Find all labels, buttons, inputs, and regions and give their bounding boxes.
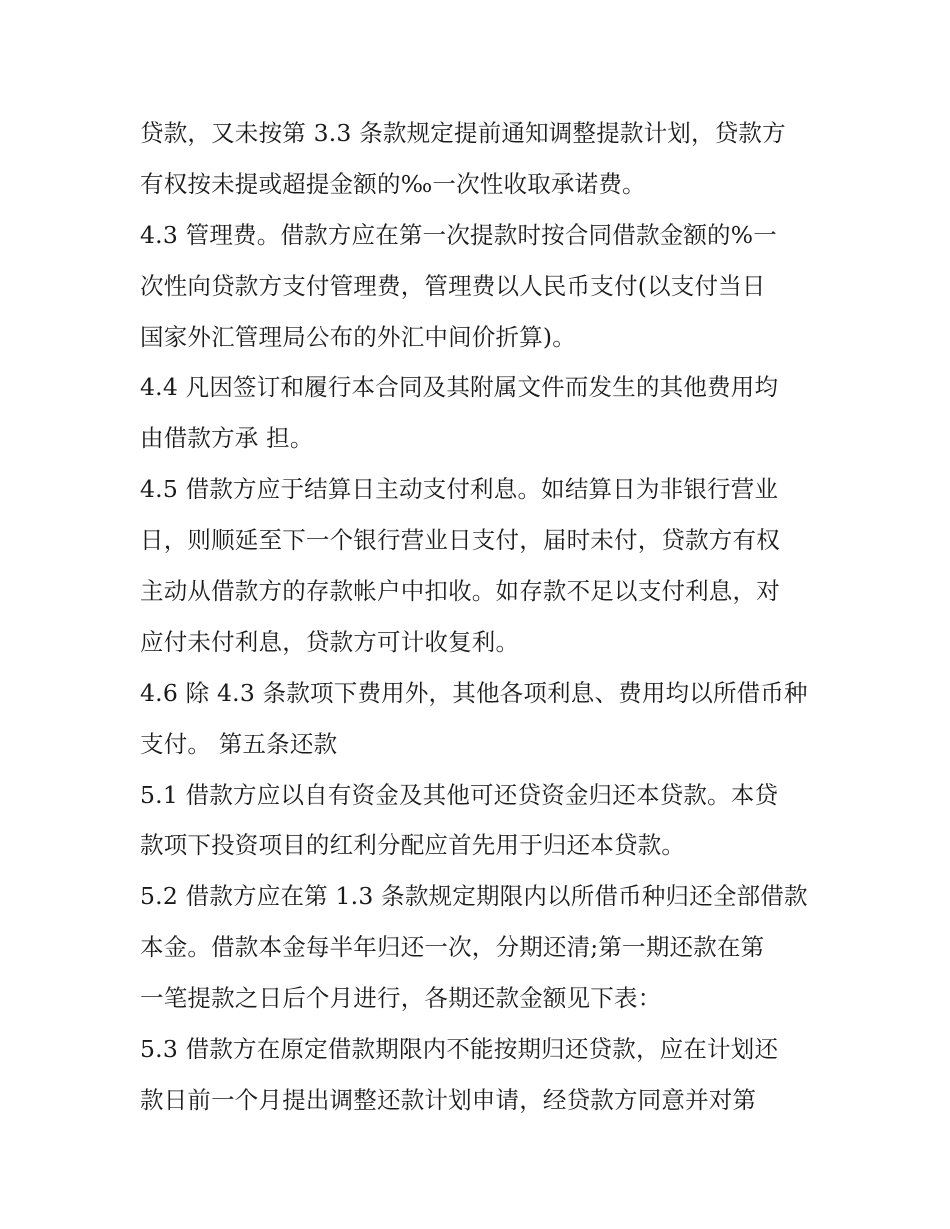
text-line: 日，则顺延至下一个银行营业日支付，届时未付，贷款方有权 (140, 526, 780, 555)
text-line: 5.3 借款方在原定借款期限内不能按期归还贷款，应在计划还 (140, 1035, 779, 1064)
text-line: 由借款方承 担。 (140, 424, 314, 453)
text-line: 一笔提款之日后个月进行，各期还款金额见下表： (140, 984, 662, 1013)
text-line: 主动从借款方的存款帐户中扣收。如存款不足以支付利息，对 (140, 577, 780, 606)
text-line: 本金。借款本金每半年归还一次，分期还清;第一期还款在第 (140, 933, 765, 962)
text-line: 次性向贷款方支付管理费，管理费以人民币支付(以支付当日 (140, 271, 766, 300)
text-line: 国家外汇管理局公布的外汇中间价折算)。 (140, 322, 576, 351)
text-line: 应付未付利息，贷款方可计收复利。 (140, 627, 520, 656)
text-line: 4.4 凡因签订和履行本合同及其附属文件而发生的其他费用均 (140, 373, 779, 402)
text-line: 5.2 借款方应在第 1.3 条款规定期限内以所借币种归还全部借款 (140, 882, 808, 911)
text-line: 4.6 除 4.3 条款项下费用外，其他各项利息、费用均以所借币种 (140, 678, 808, 707)
text-line: 4.3 管理费。借款方应在第一次提款时按合同借款金额的%一 (140, 220, 777, 249)
text-line: 款日前一个月提出调整还款计划申请，经贷款方同意并对第 (140, 1085, 757, 1114)
text-line: 贷款，又未按第 3.3 条款规定提前通知调整提款计划，贷款方 (140, 119, 786, 147)
document-body (140, 108, 820, 1126)
text-line: 款项下投资项目的红利分配应首先用于归还本贷款。 (140, 831, 686, 860)
text-line: 4.5 借款方应于结算日主动支付利息。如结算日为非银行营业 (140, 475, 779, 504)
text-line: 支付。 第五条还款 (140, 729, 338, 758)
text-line: 有权按未提或超提金额的‰一次性收取承诺费。 (140, 169, 646, 198)
text-line: 5.1 借款方应以自有资金及其他可还贷资金归还本贷款。本贷 (140, 780, 779, 809)
